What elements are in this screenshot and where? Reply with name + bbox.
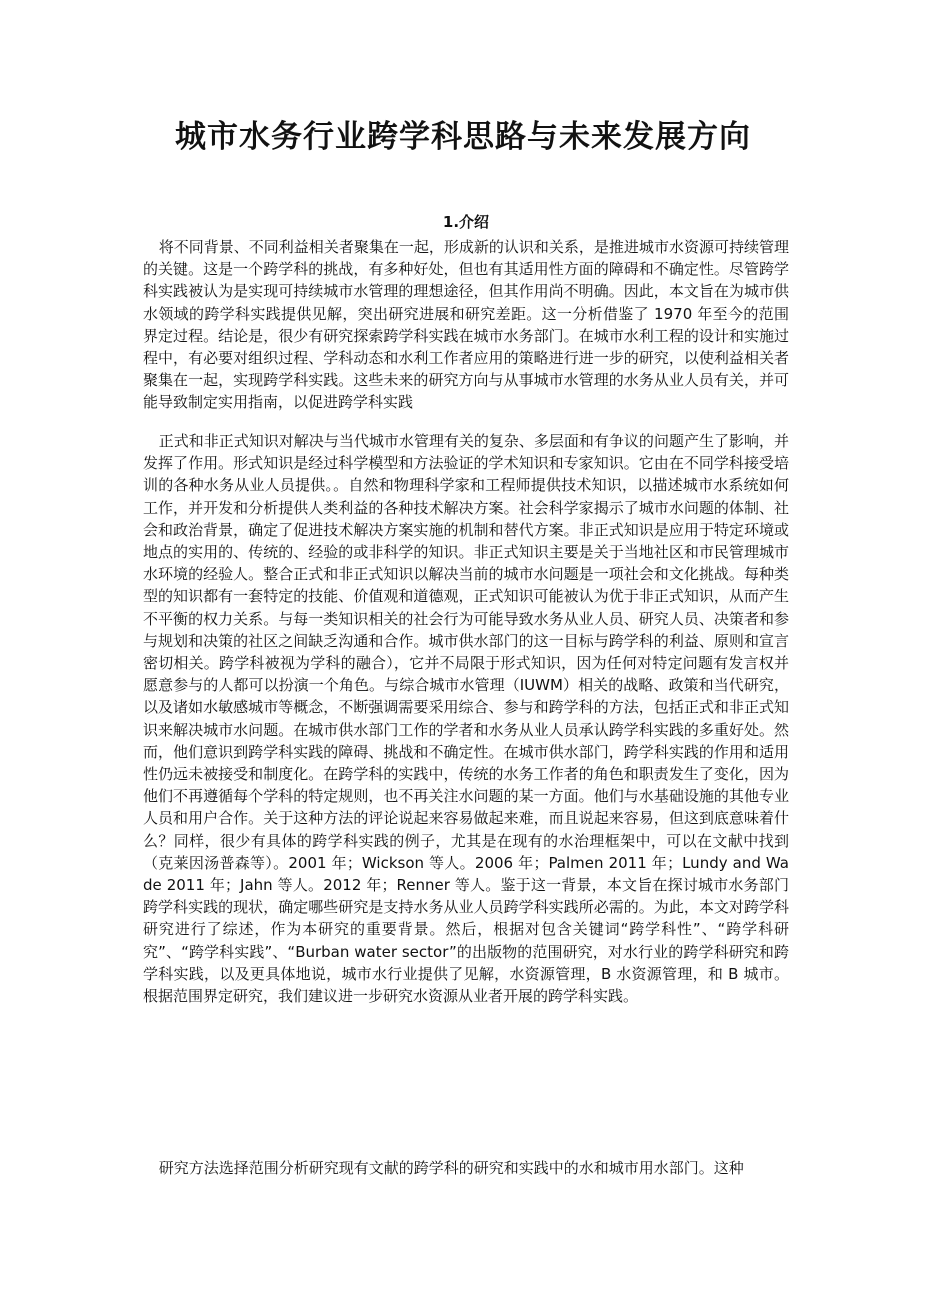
document-title: 城市水务行业跨学科思路与未来发展方向: [175, 119, 751, 155]
body-paragraph: 研究方法选择范围分析研究现有文献的跨学科的研究和实践中的水和城市用水部门。这种: [158, 1159, 744, 1177]
section-heading: 1.介绍: [442, 213, 490, 231]
body-paragraph: 将不同背景、不同利益相关者聚集在一起，形成新的认识和关系，是推进城市水资源可持续管理的关键。这是一个跨学科的挑战，有多种好处，但也有其适用性方面的障碍和不确定性。尽管跨学科实践被认为是实现可持续城市水管理的理想途径，但其作用尚不明确。因此，本文旨在为城市供水领域的跨学科实践提供见解，突出研究进展和研究差距。这一分析借鉴了 1970 年至今的范围界定过程。结论是，很少有研究探索跨学科实践在城市水务部门。在城市水利工程的设计和实施过程中，有必要对组织过程、学科动态和水利工作者应用的策略进行进一步的研究，以使利益相关者聚集在一起，实现跨学科实践。这些未来的研究方向与从事城市水管理的水务从业人员有关，并可能导致制定实用指南，以促进跨学科实践: [143, 238, 789, 412]
body-paragraph: 正式和非正式知识对解决与当代城市水管理有关的复杂、多层面和有争议的问题产生了影响，并发挥了作用。形式知识是经过科学模型和方法验证的学术知识和专家知识。它由在不同学科接受培训的各种水务从业人员提供。。自然和物理科学家和工程师提供技术知识，以描述城市水系统如何工作，并开发和分析提供人类利益的各种技术解决方案。社会科学家揭示了城市水问题的体制、社会和政治背景，确定了促进技术解决方案实施的机制和替代方案。非正式知识是应用于特定环境或地点的实用的、传统的、经验的或非科学的知识。非正式知识主要是关于当地社区和市民管理城市水环境的经验人。整合正式和非正式知识以解决当前的城市水问题是一项社会和文化挑战。每种类型的知识都有一套特定的技能、价值观和道德观，正式知识可能被认为优于非正式知识，从而产生不平衡的权力关系。与每一类知识相关的社会行为可能导致水务从业人员、研究人员、决策者和参与规划和决策的社区之间缺乏沟通和合作。城市供水部门的这一目标与跨学科的利益、原则和宣言密切相关。跨学科被视为学科的融合），它并不局限于形式知识，因为任何对特定问题有发言权并愿意参与的人都可以扮演一个角色。与综合城市水管理（IUWM）相关的战略、政策和当代研究，以及诸如水敏感城市等概念，不断强调需要采用综合、参与和跨学科的方法，包括正式和非正式知识来解决城市水问题。在城市供水部门工作的学者和水务从业人员承认跨学科实践的多重好处。然而，他们意识到跨学科实践的障碍、挑战和不确定性。在城市供水部门，跨学科实践的作用和适用性仍远未被接受和制度化。在跨学科的实践中，传统的水务工作者的角色和职责发生了变化，因为他们不再遵循每个学科的特定规则，也不再关注水问题的某一方面。他们与水基础设施的其他专业人员和用户合作。关于这种方法的评论说起来容易做起来难，而且说起来容易，但这到底意味着什么？同样，很少有具体的跨学科实践的例子，尤其是在现有的水治理框架中，可以在文献中找到（克莱因汤普森等）。2001 年；Wickson 等人。2006 年；Palmen 2011 年；Lundy and Wade 2011 年；Jahn 等人。2012 年；Renner 等人。鉴于这一背景，本文旨在探讨城市水务部门跨学科实践的现状，确定哪些研究是支持水务从业人员跨学科实践所必需的。为此，本文对跨学科研究进行了综述，作为本研究的重要背景。然后，根据对包含关键词“跨学科性”、“跨学科研究”、“跨学科实践”、“Burban water sector”的出版物的范围研究，对水行业的跨学科研究和跨学科实践，以及更具体地说，城市水行业提供了见解，水资源管理，B 水资源管理，和 B 城市。根据范围界定研究，我们建议进一步研究水资源从业者开展的跨学科实践。: [143, 432, 789, 1006]
